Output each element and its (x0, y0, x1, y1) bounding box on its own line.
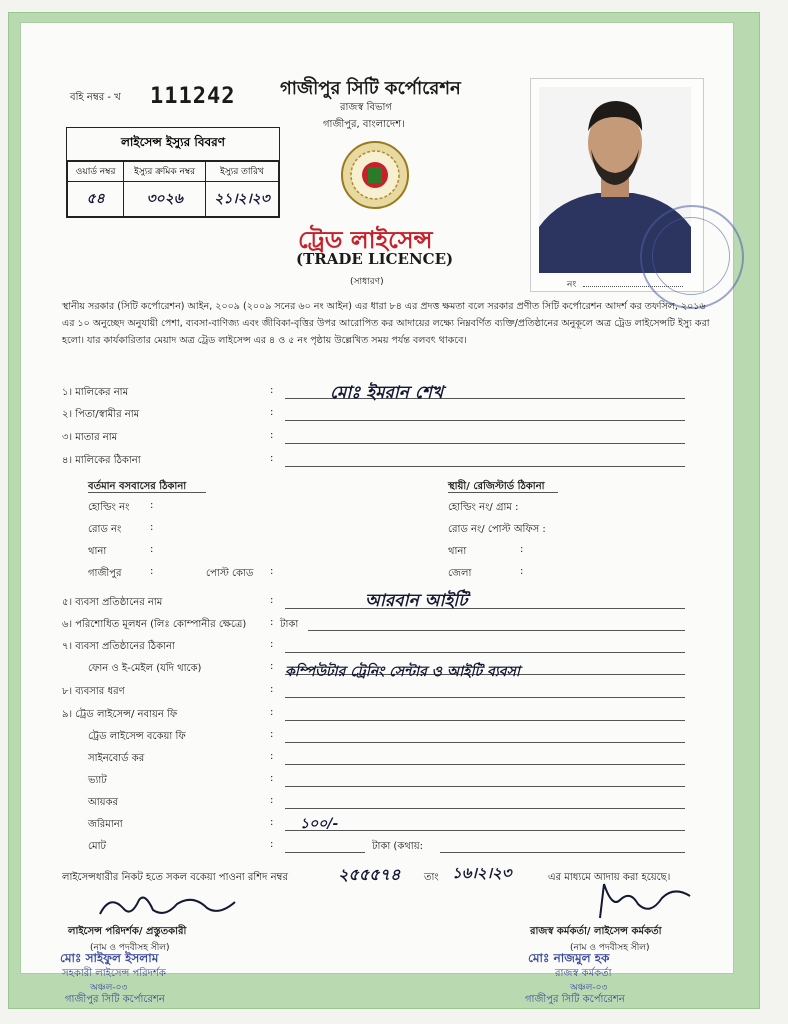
inspector-signature (95, 888, 245, 928)
arrear-fee-line (285, 742, 685, 743)
colon: : (150, 566, 154, 577)
colon: : (150, 500, 154, 511)
permanent-district-label: জেলা (448, 568, 472, 579)
signboard-tax-label: সাইনবোর্ড কর (88, 753, 145, 764)
arrear-fee-label: ট্রেড লাইসেন্স বকেয়া ফি (88, 731, 186, 742)
income-tax-label: আয়কর (88, 797, 119, 808)
department: রাজস্ব বিভাগ (340, 102, 392, 113)
business-name-value: আরবান আইটি (365, 591, 468, 611)
receipt-number: ২৫৫৫৭৪ (338, 865, 401, 884)
colon: : (270, 661, 274, 672)
taka-in-words-line (440, 852, 685, 853)
colon: : (270, 684, 274, 695)
issue-col-serial: ইস্যুর ক্রমিক নম্বর (124, 162, 206, 182)
issue-serial-value: ৩০২৬ (124, 182, 206, 217)
colon: : (270, 795, 274, 806)
present-thana-label: থানা (88, 546, 107, 557)
corporation-name: গাজীপুর সিটি কর্পোরেশন (280, 78, 461, 99)
officer-stamp-name: মোঃ নাজমুল হক (528, 951, 610, 965)
colon: : (270, 566, 274, 577)
vat-label: ভ্যাট (88, 775, 107, 786)
issue-box-title: লাইসেন্স ইস্যুর বিবরণ (67, 128, 279, 161)
fine-line (285, 830, 685, 831)
title-bangla: ট্রেড লাইসেন্স (298, 226, 433, 254)
subtitle: (সাধারণ) (350, 277, 384, 287)
colon: : (270, 751, 274, 762)
father-name-label: ২। পিতা/স্বামীর নাম (62, 409, 140, 420)
signboard-tax-line (285, 764, 685, 765)
fine-value: ১০০/- (300, 816, 339, 832)
colon: : (270, 407, 274, 418)
colon: : (520, 566, 524, 577)
receipt-date: ১৬।২।২৩ (452, 864, 512, 882)
owner-name-value: মোঃ ইমরান শেখ (330, 383, 443, 403)
mother-name-label: ৩। মাতার নাম (62, 432, 118, 443)
issue-details-box (66, 127, 280, 218)
post-code-label: পোস্ট কোড (206, 568, 254, 579)
officer-seal-note: (নাম ও পদবীসহ সীল) (570, 943, 650, 953)
receipt-prefix: লাইসেন্সধারীর নিকট হতে সকল বকেয়া পাওনা রশিদ নম্বর (62, 872, 288, 883)
phone-email-label: ফোন ও ই-মেইল (যদি থাকে) (88, 663, 202, 674)
receipt-date-label: তাং (424, 872, 439, 883)
total-line (285, 852, 365, 853)
issue-col-ward: ওয়ার্ড নম্বর (68, 162, 124, 182)
issue-col-date: ইস্যুর তারিখ (206, 162, 279, 182)
officer-stamp-zone: অঞ্চল-০৩ (570, 983, 608, 993)
colon: : (270, 773, 274, 784)
business-name-line (285, 608, 685, 609)
office-seal-inner (652, 217, 730, 295)
issue-ward-value: ৫৪ (68, 182, 124, 217)
officer-signature (590, 878, 700, 926)
inspector-stamp-org: গাজীপুর সিটি কর্পোরেশন (65, 994, 165, 1005)
preamble-text: স্থানীয় সরকার (সিটি কর্পোরেশন) আইন, ২০০৯ (২০০৯ সনের ৬০ নং আইন) এর ধারা ৮৪ এর প্রদত্ত ক্ষমতা বলে সরকার প্রণীত সিটি কর্পোরেশন আদর্শ কর তফসিল, ২০১৬ এর ১০ অনুচ্ছেদ অনুযায়ী পেশা, ব্যবসা-বাণিজ্য এবং জীবিকা-বৃত্তির উপর আরোপিত কর আদায়ের লক্ষ্যে নিম্নবর্ণিত ব্যক্তি/প্রতিষ্ঠানের অনুকূলে অত্র ট্রেড লাইসেন্সটি ইস্যু করা হলো। যার কার্যকারিতার মেয়াদ অত্র ট্রেড লাইসেন্স এর ৪ ও ৫ নং পৃষ্ঠায় উল্লেখিত সময় পর্যন্ত বলবৎ থাকবে। (62, 301, 710, 346)
colon: : (270, 639, 274, 650)
book-no-label: বহি নম্বর - খ (70, 92, 121, 103)
permanent-address-title: স্থায়ী/ রেজিস্টার্ড ঠিকানা (448, 481, 545, 492)
officer-stamp-role: রাজস্ব কর্মকর্তা (555, 968, 612, 979)
colon: : (150, 544, 154, 555)
permanent-address-underline (448, 492, 558, 493)
father-name-line (285, 420, 685, 421)
title-english: (TRADE LICENCE) (296, 250, 454, 268)
permanent-holding-label: হোল্ডিং নং/ গ্রাম : (448, 502, 519, 513)
colon: : (270, 729, 274, 740)
colon: : (270, 839, 274, 850)
taka-in-words-label: টাকা (কথায়: (372, 841, 423, 852)
fine-label: জরিমানা (88, 819, 123, 830)
receipt-suffix: এর মাধ্যমে আদায় করা হয়েছে। (548, 872, 671, 883)
officer-title: রাজস্ব কর্মকর্তা/ লাইসেন্স কর্মকর্তা (530, 926, 662, 937)
colon: : (270, 707, 274, 718)
photo-caption: নং (567, 280, 577, 290)
issue-date-value: ২১।২।২৩ (206, 182, 279, 217)
officer-stamp-org: গাজীপুর সিটি কর্পোরেশন (525, 994, 625, 1005)
present-address-underline (88, 492, 206, 493)
owner-address-line (285, 466, 685, 467)
permanent-thana-label: থানা (448, 546, 467, 557)
colon: : (520, 544, 524, 555)
business-type-line (285, 697, 685, 698)
colon: : (270, 617, 274, 628)
corp-address: গাজীপুর, বাংলাদেশ। (323, 119, 405, 130)
colon: : (270, 453, 274, 464)
business-type-label: ৮। ব্যবসার ধরণ (62, 686, 125, 697)
inspector-seal-note: (নাম ও পদবীসহ সীল) (90, 943, 170, 953)
capital-line (308, 630, 685, 631)
income-tax-line (285, 808, 685, 809)
colon: : (150, 522, 154, 533)
present-holding-label: হোল্ডিং নং (88, 502, 130, 513)
present-city-label: গাজীপুর (88, 568, 122, 579)
business-name-label: ৫। ব্যবসা প্রতিষ্ঠানের নাম (62, 597, 163, 608)
permanent-road-label: রোড নং/ পোস্ট অফিস : (448, 524, 546, 535)
owner-address-label: ৪। মালিকের ঠিকানা (62, 455, 141, 466)
total-label: মোট (88, 841, 106, 852)
colon: : (270, 595, 274, 606)
license-fee-label: ৯। ট্রেড লাইসেন্স/ নবায়ন ফি (62, 709, 178, 720)
colon: : (270, 430, 274, 441)
business-address-line (285, 652, 685, 653)
inspector-stamp-zone: অঞ্চল-০৩ (90, 983, 128, 993)
license-fee-line (285, 720, 685, 721)
vat-line (285, 786, 685, 787)
business-type-value: কম্পিউটার ট্রেনিং সেন্টার ও আইটি ব্যবসা (285, 664, 520, 680)
inspector-stamp-role: সহকারী লাইসেন্স পরিদর্শক (62, 968, 166, 979)
present-address-title: বর্তমান বসবাসের ঠিকানা (88, 481, 187, 492)
inspector-stamp-name: মোঃ সাইফুল ইসলাম (60, 951, 159, 965)
colon: : (270, 817, 274, 828)
book-no: 111242 (150, 84, 236, 109)
capital-label: ৬। পরিশোধিত মূলধন (লিঃ কোম্পানীর ক্ষেত্রে) (62, 619, 247, 630)
colon: : (270, 385, 274, 396)
owner-name-label: ১। মালিকের নাম (62, 387, 129, 398)
present-road-label: রোড নং (88, 524, 122, 535)
business-address-label: ৭। ব্যবসা প্রতিষ্ঠানের ঠিকানা (62, 641, 175, 652)
corporation-logo (340, 140, 410, 210)
mother-name-line (285, 443, 685, 444)
inspector-title: লাইসেন্স পরিদর্শক/ প্রস্তুতকারী (68, 926, 187, 937)
capital-unit: টাকা (280, 619, 299, 630)
